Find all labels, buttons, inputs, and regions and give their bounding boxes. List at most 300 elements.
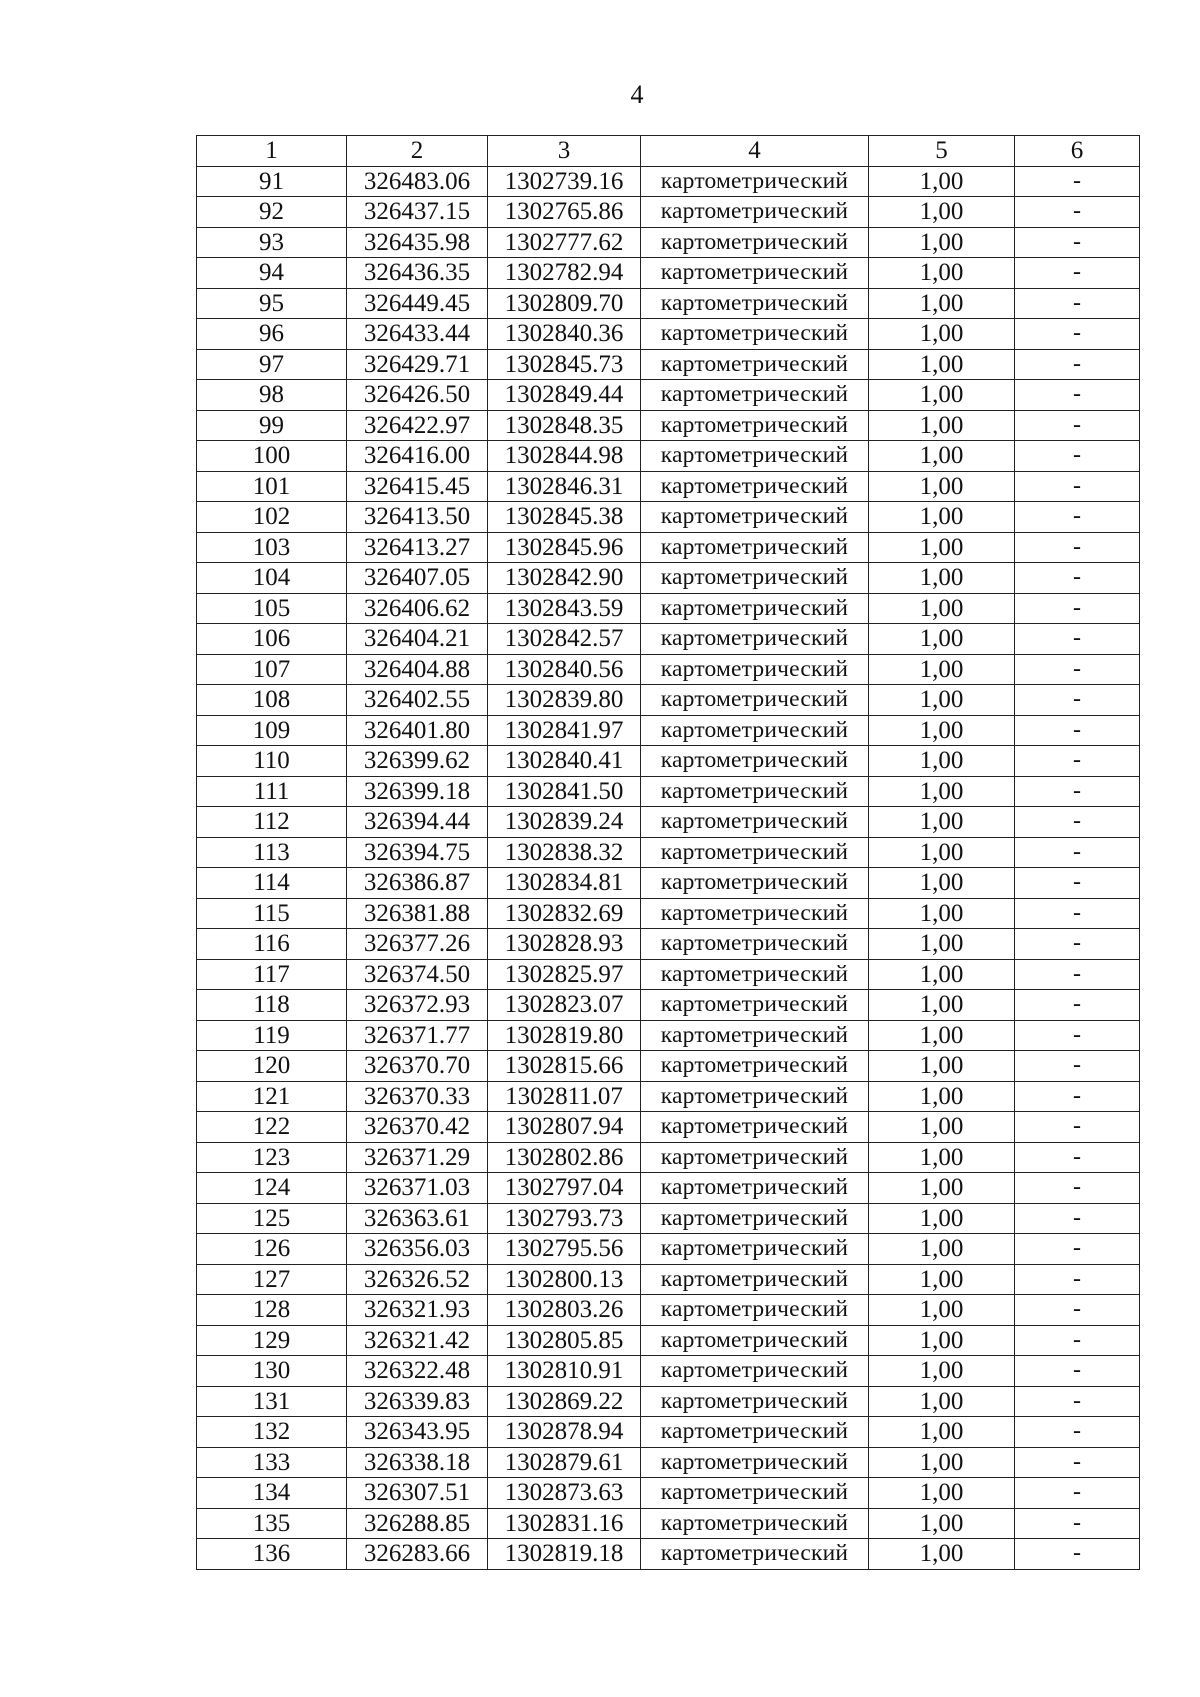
table-row	[197, 319, 1140, 350]
x-coordinate-cell: 326374.50	[347, 959, 488, 990]
accuracy-cell: 1,00	[869, 1386, 1015, 1417]
table-row	[197, 1234, 1140, 1265]
accuracy-cell: 1,00	[869, 837, 1015, 868]
point-number-cell: 110	[197, 746, 347, 777]
description-cell: -	[1015, 319, 1140, 350]
y-coordinate-cell: 1302777.62	[488, 227, 641, 258]
accuracy-cell: 1,00	[869, 1264, 1015, 1295]
accuracy-cell: 1,00	[869, 502, 1015, 533]
method-cell: картометрический	[641, 1020, 869, 1051]
method-cell: картометрический	[641, 715, 869, 746]
accuracy-cell: 1,00	[869, 319, 1015, 350]
point-number-cell: 95	[197, 288, 347, 319]
table-row	[197, 1386, 1140, 1417]
table-row	[197, 349, 1140, 380]
description-cell: -	[1015, 1447, 1140, 1478]
accuracy-cell: 1,00	[869, 1508, 1015, 1539]
accuracy-cell: 1,00	[869, 1539, 1015, 1570]
table-row	[197, 1478, 1140, 1509]
description-cell: -	[1015, 197, 1140, 228]
method-cell: картометрический	[641, 1417, 869, 1448]
x-coordinate-cell: 326483.06	[347, 166, 488, 197]
description-cell: -	[1015, 685, 1140, 716]
x-coordinate-cell: 326401.80	[347, 715, 488, 746]
point-number-cell: 111	[197, 776, 347, 807]
accuracy-cell: 1,00	[869, 1081, 1015, 1112]
y-coordinate-cell: 1302782.94	[488, 258, 641, 289]
x-coordinate-cell: 326416.00	[347, 441, 488, 472]
description-cell: -	[1015, 1081, 1140, 1112]
x-coordinate-cell: 326422.97	[347, 410, 488, 441]
point-number-cell: 118	[197, 990, 347, 1021]
method-cell: картометрический	[641, 410, 869, 441]
table-row	[197, 1173, 1140, 1204]
description-cell: -	[1015, 593, 1140, 624]
point-number-cell: 130	[197, 1356, 347, 1387]
description-cell: -	[1015, 1112, 1140, 1143]
x-coordinate-cell: 326413.50	[347, 502, 488, 533]
table-row	[197, 1142, 1140, 1173]
point-number-cell: 93	[197, 227, 347, 258]
x-coordinate-cell: 326372.93	[347, 990, 488, 1021]
header-row	[197, 136, 1140, 167]
column-header: 1	[197, 136, 347, 167]
description-cell: -	[1015, 898, 1140, 929]
point-number-cell: 122	[197, 1112, 347, 1143]
description-cell: -	[1015, 1234, 1140, 1265]
y-coordinate-cell: 1302841.97	[488, 715, 641, 746]
y-coordinate-cell: 1302842.90	[488, 563, 641, 594]
x-coordinate-cell: 326371.29	[347, 1142, 488, 1173]
x-coordinate-cell: 326399.62	[347, 746, 488, 777]
x-coordinate-cell: 326307.51	[347, 1478, 488, 1509]
description-cell: -	[1015, 990, 1140, 1021]
accuracy-cell: 1,00	[869, 197, 1015, 228]
description-cell: -	[1015, 349, 1140, 380]
accuracy-cell: 1,00	[869, 685, 1015, 716]
method-cell: картометрический	[641, 685, 869, 716]
table-row	[197, 1508, 1140, 1539]
table-row	[197, 807, 1140, 838]
y-coordinate-cell: 1302807.94	[488, 1112, 641, 1143]
y-coordinate-cell: 1302828.93	[488, 929, 641, 960]
method-cell: картометрический	[641, 746, 869, 777]
accuracy-cell: 1,00	[869, 288, 1015, 319]
y-coordinate-cell: 1302840.41	[488, 746, 641, 777]
method-cell: картометрический	[641, 1447, 869, 1478]
table-row	[197, 929, 1140, 960]
accuracy-cell: 1,00	[869, 1203, 1015, 1234]
x-coordinate-cell: 326321.93	[347, 1295, 488, 1326]
table-row	[197, 227, 1140, 258]
table-row	[197, 1356, 1140, 1387]
x-coordinate-cell: 326371.77	[347, 1020, 488, 1051]
point-number-cell: 101	[197, 471, 347, 502]
accuracy-cell: 1,00	[869, 1051, 1015, 1082]
table-row	[197, 1447, 1140, 1478]
column-header: 2	[347, 136, 488, 167]
page-number: 4	[630, 80, 644, 109]
table-row	[197, 776, 1140, 807]
x-coordinate-cell: 326322.48	[347, 1356, 488, 1387]
table-row	[197, 837, 1140, 868]
y-coordinate-cell: 1302845.73	[488, 349, 641, 380]
x-coordinate-cell: 326339.83	[347, 1386, 488, 1417]
x-coordinate-cell: 326370.33	[347, 1081, 488, 1112]
table-row	[197, 654, 1140, 685]
accuracy-cell: 1,00	[869, 1295, 1015, 1326]
description-cell: -	[1015, 624, 1140, 655]
description-cell: -	[1015, 1020, 1140, 1051]
method-cell: картометрический	[641, 807, 869, 838]
accuracy-cell: 1,00	[869, 959, 1015, 990]
description-cell: -	[1015, 807, 1140, 838]
accuracy-cell: 1,00	[869, 1142, 1015, 1173]
y-coordinate-cell: 1302805.85	[488, 1325, 641, 1356]
y-coordinate-cell: 1302819.80	[488, 1020, 641, 1051]
accuracy-cell: 1,00	[869, 776, 1015, 807]
table-row	[197, 471, 1140, 502]
point-number-cell: 96	[197, 319, 347, 350]
description-cell: -	[1015, 1356, 1140, 1387]
method-cell: картометрический	[641, 1386, 869, 1417]
accuracy-cell: 1,00	[869, 654, 1015, 685]
point-number-cell: 120	[197, 1051, 347, 1082]
y-coordinate-cell: 1302844.98	[488, 441, 641, 472]
method-cell: картометрический	[641, 990, 869, 1021]
coordinates-table	[196, 135, 1140, 1570]
y-coordinate-cell: 1302797.04	[488, 1173, 641, 1204]
y-coordinate-cell: 1302879.61	[488, 1447, 641, 1478]
method-cell: картометрический	[641, 1203, 869, 1234]
point-number-cell: 103	[197, 532, 347, 563]
method-cell: картометрический	[641, 776, 869, 807]
x-coordinate-cell: 326370.42	[347, 1112, 488, 1143]
description-cell: -	[1015, 441, 1140, 472]
table-row	[197, 1081, 1140, 1112]
accuracy-cell: 1,00	[869, 624, 1015, 655]
y-coordinate-cell: 1302840.56	[488, 654, 641, 685]
point-number-cell: 104	[197, 563, 347, 594]
method-cell: картометрический	[641, 624, 869, 655]
description-cell: -	[1015, 471, 1140, 502]
table-header	[197, 136, 1140, 167]
y-coordinate-cell: 1302815.66	[488, 1051, 641, 1082]
table-row	[197, 1020, 1140, 1051]
accuracy-cell: 1,00	[869, 868, 1015, 899]
x-coordinate-cell: 326386.87	[347, 868, 488, 899]
point-number-cell: 102	[197, 502, 347, 533]
x-coordinate-cell: 326394.44	[347, 807, 488, 838]
table-row	[197, 563, 1140, 594]
method-cell: картометрический	[641, 837, 869, 868]
x-coordinate-cell: 326371.03	[347, 1173, 488, 1204]
y-coordinate-cell: 1302800.13	[488, 1264, 641, 1295]
method-cell: картометрический	[641, 1264, 869, 1295]
x-coordinate-cell: 326321.42	[347, 1325, 488, 1356]
description-cell: -	[1015, 532, 1140, 563]
y-coordinate-cell: 1302834.81	[488, 868, 641, 899]
accuracy-cell: 1,00	[869, 471, 1015, 502]
point-number-cell: 108	[197, 685, 347, 716]
y-coordinate-cell: 1302825.97	[488, 959, 641, 990]
y-coordinate-cell: 1302810.91	[488, 1356, 641, 1387]
y-coordinate-cell: 1302838.32	[488, 837, 641, 868]
method-cell: картометрический	[641, 1234, 869, 1265]
x-coordinate-cell: 326406.62	[347, 593, 488, 624]
accuracy-cell: 1,00	[869, 1356, 1015, 1387]
accuracy-cell: 1,00	[869, 258, 1015, 289]
y-coordinate-cell: 1302803.26	[488, 1295, 641, 1326]
y-coordinate-cell: 1302802.86	[488, 1142, 641, 1173]
point-number-cell: 135	[197, 1508, 347, 1539]
method-cell: картометрический	[641, 1173, 869, 1204]
x-coordinate-cell: 326433.44	[347, 319, 488, 350]
accuracy-cell: 1,00	[869, 593, 1015, 624]
x-coordinate-cell: 326436.35	[347, 258, 488, 289]
description-cell: -	[1015, 1142, 1140, 1173]
y-coordinate-cell: 1302849.44	[488, 380, 641, 411]
table-row	[197, 1417, 1140, 1448]
accuracy-cell: 1,00	[869, 380, 1015, 411]
y-coordinate-cell: 1302795.56	[488, 1234, 641, 1265]
y-coordinate-cell: 1302869.22	[488, 1386, 641, 1417]
y-coordinate-cell: 1302739.16	[488, 166, 641, 197]
y-coordinate-cell: 1302819.18	[488, 1539, 641, 1570]
description-cell: -	[1015, 1051, 1140, 1082]
accuracy-cell: 1,00	[869, 227, 1015, 258]
point-number-cell: 98	[197, 380, 347, 411]
method-cell: картометрический	[641, 319, 869, 350]
point-number-cell: 112	[197, 807, 347, 838]
y-coordinate-cell: 1302839.80	[488, 685, 641, 716]
point-number-cell: 106	[197, 624, 347, 655]
x-coordinate-cell: 326404.21	[347, 624, 488, 655]
y-coordinate-cell: 1302831.16	[488, 1508, 641, 1539]
description-cell: -	[1015, 227, 1140, 258]
x-coordinate-cell: 326404.88	[347, 654, 488, 685]
method-cell: картометрический	[641, 349, 869, 380]
description-cell: -	[1015, 1508, 1140, 1539]
x-coordinate-cell: 326288.85	[347, 1508, 488, 1539]
table-row	[197, 593, 1140, 624]
x-coordinate-cell: 326343.95	[347, 1417, 488, 1448]
table-row	[197, 1295, 1140, 1326]
table-row	[197, 1539, 1140, 1570]
accuracy-cell: 1,00	[869, 807, 1015, 838]
point-number-cell: 125	[197, 1203, 347, 1234]
description-cell: -	[1015, 166, 1140, 197]
x-coordinate-cell: 326338.18	[347, 1447, 488, 1478]
method-cell: картометрический	[641, 166, 869, 197]
method-cell: картометрический	[641, 258, 869, 289]
description-cell: -	[1015, 837, 1140, 868]
description-cell: -	[1015, 776, 1140, 807]
description-cell: -	[1015, 1417, 1140, 1448]
table-row	[197, 868, 1140, 899]
description-cell: -	[1015, 380, 1140, 411]
accuracy-cell: 1,00	[869, 1112, 1015, 1143]
x-coordinate-cell: 326283.66	[347, 1539, 488, 1570]
y-coordinate-cell: 1302809.70	[488, 288, 641, 319]
description-cell: -	[1015, 868, 1140, 899]
column-header: 3	[488, 136, 641, 167]
y-coordinate-cell: 1302848.35	[488, 410, 641, 441]
point-number-cell: 123	[197, 1142, 347, 1173]
method-cell: картометрический	[641, 1325, 869, 1356]
point-number-cell: 119	[197, 1020, 347, 1051]
point-number-cell: 132	[197, 1417, 347, 1448]
method-cell: картометрический	[641, 1508, 869, 1539]
accuracy-cell: 1,00	[869, 563, 1015, 594]
y-coordinate-cell: 1302839.24	[488, 807, 641, 838]
point-number-cell: 92	[197, 197, 347, 228]
description-cell: -	[1015, 929, 1140, 960]
method-cell: картометрический	[641, 654, 869, 685]
description-cell: -	[1015, 288, 1140, 319]
y-coordinate-cell: 1302765.86	[488, 197, 641, 228]
point-number-cell: 113	[197, 837, 347, 868]
x-coordinate-cell: 326381.88	[347, 898, 488, 929]
point-number-cell: 109	[197, 715, 347, 746]
table-row	[197, 990, 1140, 1021]
point-number-cell: 133	[197, 1447, 347, 1478]
point-number-cell: 128	[197, 1295, 347, 1326]
description-cell: -	[1015, 654, 1140, 685]
y-coordinate-cell: 1302843.59	[488, 593, 641, 624]
point-number-cell: 94	[197, 258, 347, 289]
table-row	[197, 410, 1140, 441]
table-row	[197, 1264, 1140, 1295]
description-cell: -	[1015, 1295, 1140, 1326]
x-coordinate-cell: 326449.45	[347, 288, 488, 319]
method-cell: картометрический	[641, 380, 869, 411]
table-row	[197, 1051, 1140, 1082]
point-number-cell: 91	[197, 166, 347, 197]
method-cell: картометрический	[641, 197, 869, 228]
y-coordinate-cell: 1302845.38	[488, 502, 641, 533]
x-coordinate-cell: 326437.15	[347, 197, 488, 228]
accuracy-cell: 1,00	[869, 1417, 1015, 1448]
table-row	[197, 685, 1140, 716]
accuracy-cell: 1,00	[869, 1020, 1015, 1051]
table-row	[197, 197, 1140, 228]
table-row	[197, 166, 1140, 197]
point-number-cell: 100	[197, 441, 347, 472]
accuracy-cell: 1,00	[869, 349, 1015, 380]
description-cell: -	[1015, 715, 1140, 746]
x-coordinate-cell: 326399.18	[347, 776, 488, 807]
x-coordinate-cell: 326363.61	[347, 1203, 488, 1234]
table-row	[197, 441, 1140, 472]
description-cell: -	[1015, 746, 1140, 777]
x-coordinate-cell: 326415.45	[347, 471, 488, 502]
accuracy-cell: 1,00	[869, 441, 1015, 472]
point-number-cell: 121	[197, 1081, 347, 1112]
accuracy-cell: 1,00	[869, 746, 1015, 777]
point-number-cell: 124	[197, 1173, 347, 1204]
x-coordinate-cell: 326426.50	[347, 380, 488, 411]
method-cell: картометрический	[641, 868, 869, 899]
description-cell: -	[1015, 502, 1140, 533]
method-cell: картометрический	[641, 502, 869, 533]
x-coordinate-cell: 326326.52	[347, 1264, 488, 1295]
x-coordinate-cell: 326377.26	[347, 929, 488, 960]
y-coordinate-cell: 1302832.69	[488, 898, 641, 929]
method-cell: картометрический	[641, 593, 869, 624]
description-cell: -	[1015, 1264, 1140, 1295]
method-cell: картометрический	[641, 288, 869, 319]
point-number-cell: 131	[197, 1386, 347, 1417]
accuracy-cell: 1,00	[869, 715, 1015, 746]
y-coordinate-cell: 1302845.96	[488, 532, 641, 563]
method-cell: картометрический	[641, 1051, 869, 1082]
accuracy-cell: 1,00	[869, 532, 1015, 563]
point-number-cell: 115	[197, 898, 347, 929]
table-row	[197, 959, 1140, 990]
description-cell: -	[1015, 563, 1140, 594]
accuracy-cell: 1,00	[869, 1173, 1015, 1204]
point-number-cell: 107	[197, 654, 347, 685]
method-cell: картометрический	[641, 1142, 869, 1173]
description-cell: -	[1015, 959, 1140, 990]
x-coordinate-cell: 326394.75	[347, 837, 488, 868]
table-row	[197, 258, 1140, 289]
method-cell: картометрический	[641, 471, 869, 502]
description-cell: -	[1015, 1203, 1140, 1234]
point-number-cell: 117	[197, 959, 347, 990]
method-cell: картометрический	[641, 1112, 869, 1143]
x-coordinate-cell: 326407.05	[347, 563, 488, 594]
point-number-cell: 127	[197, 1264, 347, 1295]
accuracy-cell: 1,00	[869, 898, 1015, 929]
method-cell: картометрический	[641, 1478, 869, 1509]
method-cell: картометрический	[641, 1081, 869, 1112]
point-number-cell: 129	[197, 1325, 347, 1356]
description-cell: -	[1015, 258, 1140, 289]
y-coordinate-cell: 1302842.57	[488, 624, 641, 655]
y-coordinate-cell: 1302846.31	[488, 471, 641, 502]
x-coordinate-cell: 326413.27	[347, 532, 488, 563]
x-coordinate-cell: 326402.55	[347, 685, 488, 716]
column-header: 4	[641, 136, 869, 167]
method-cell: картометрический	[641, 1539, 869, 1570]
description-cell: -	[1015, 1325, 1140, 1356]
method-cell: картометрический	[641, 441, 869, 472]
accuracy-cell: 1,00	[869, 166, 1015, 197]
accuracy-cell: 1,00	[869, 1447, 1015, 1478]
table-row	[197, 380, 1140, 411]
x-coordinate-cell: 326370.70	[347, 1051, 488, 1082]
accuracy-cell: 1,00	[869, 990, 1015, 1021]
accuracy-cell: 1,00	[869, 1478, 1015, 1509]
point-number-cell: 116	[197, 929, 347, 960]
description-cell: -	[1015, 1478, 1140, 1509]
table-row	[197, 1325, 1140, 1356]
point-number-cell: 136	[197, 1539, 347, 1570]
accuracy-cell: 1,00	[869, 410, 1015, 441]
description-cell: -	[1015, 410, 1140, 441]
x-coordinate-cell: 326429.71	[347, 349, 488, 380]
method-cell: картометрический	[641, 1295, 869, 1326]
description-cell: -	[1015, 1539, 1140, 1570]
table-row	[197, 898, 1140, 929]
table-row	[197, 746, 1140, 777]
accuracy-cell: 1,00	[869, 929, 1015, 960]
y-coordinate-cell: 1302841.50	[488, 776, 641, 807]
point-number-cell: 105	[197, 593, 347, 624]
table-row	[197, 1203, 1140, 1234]
